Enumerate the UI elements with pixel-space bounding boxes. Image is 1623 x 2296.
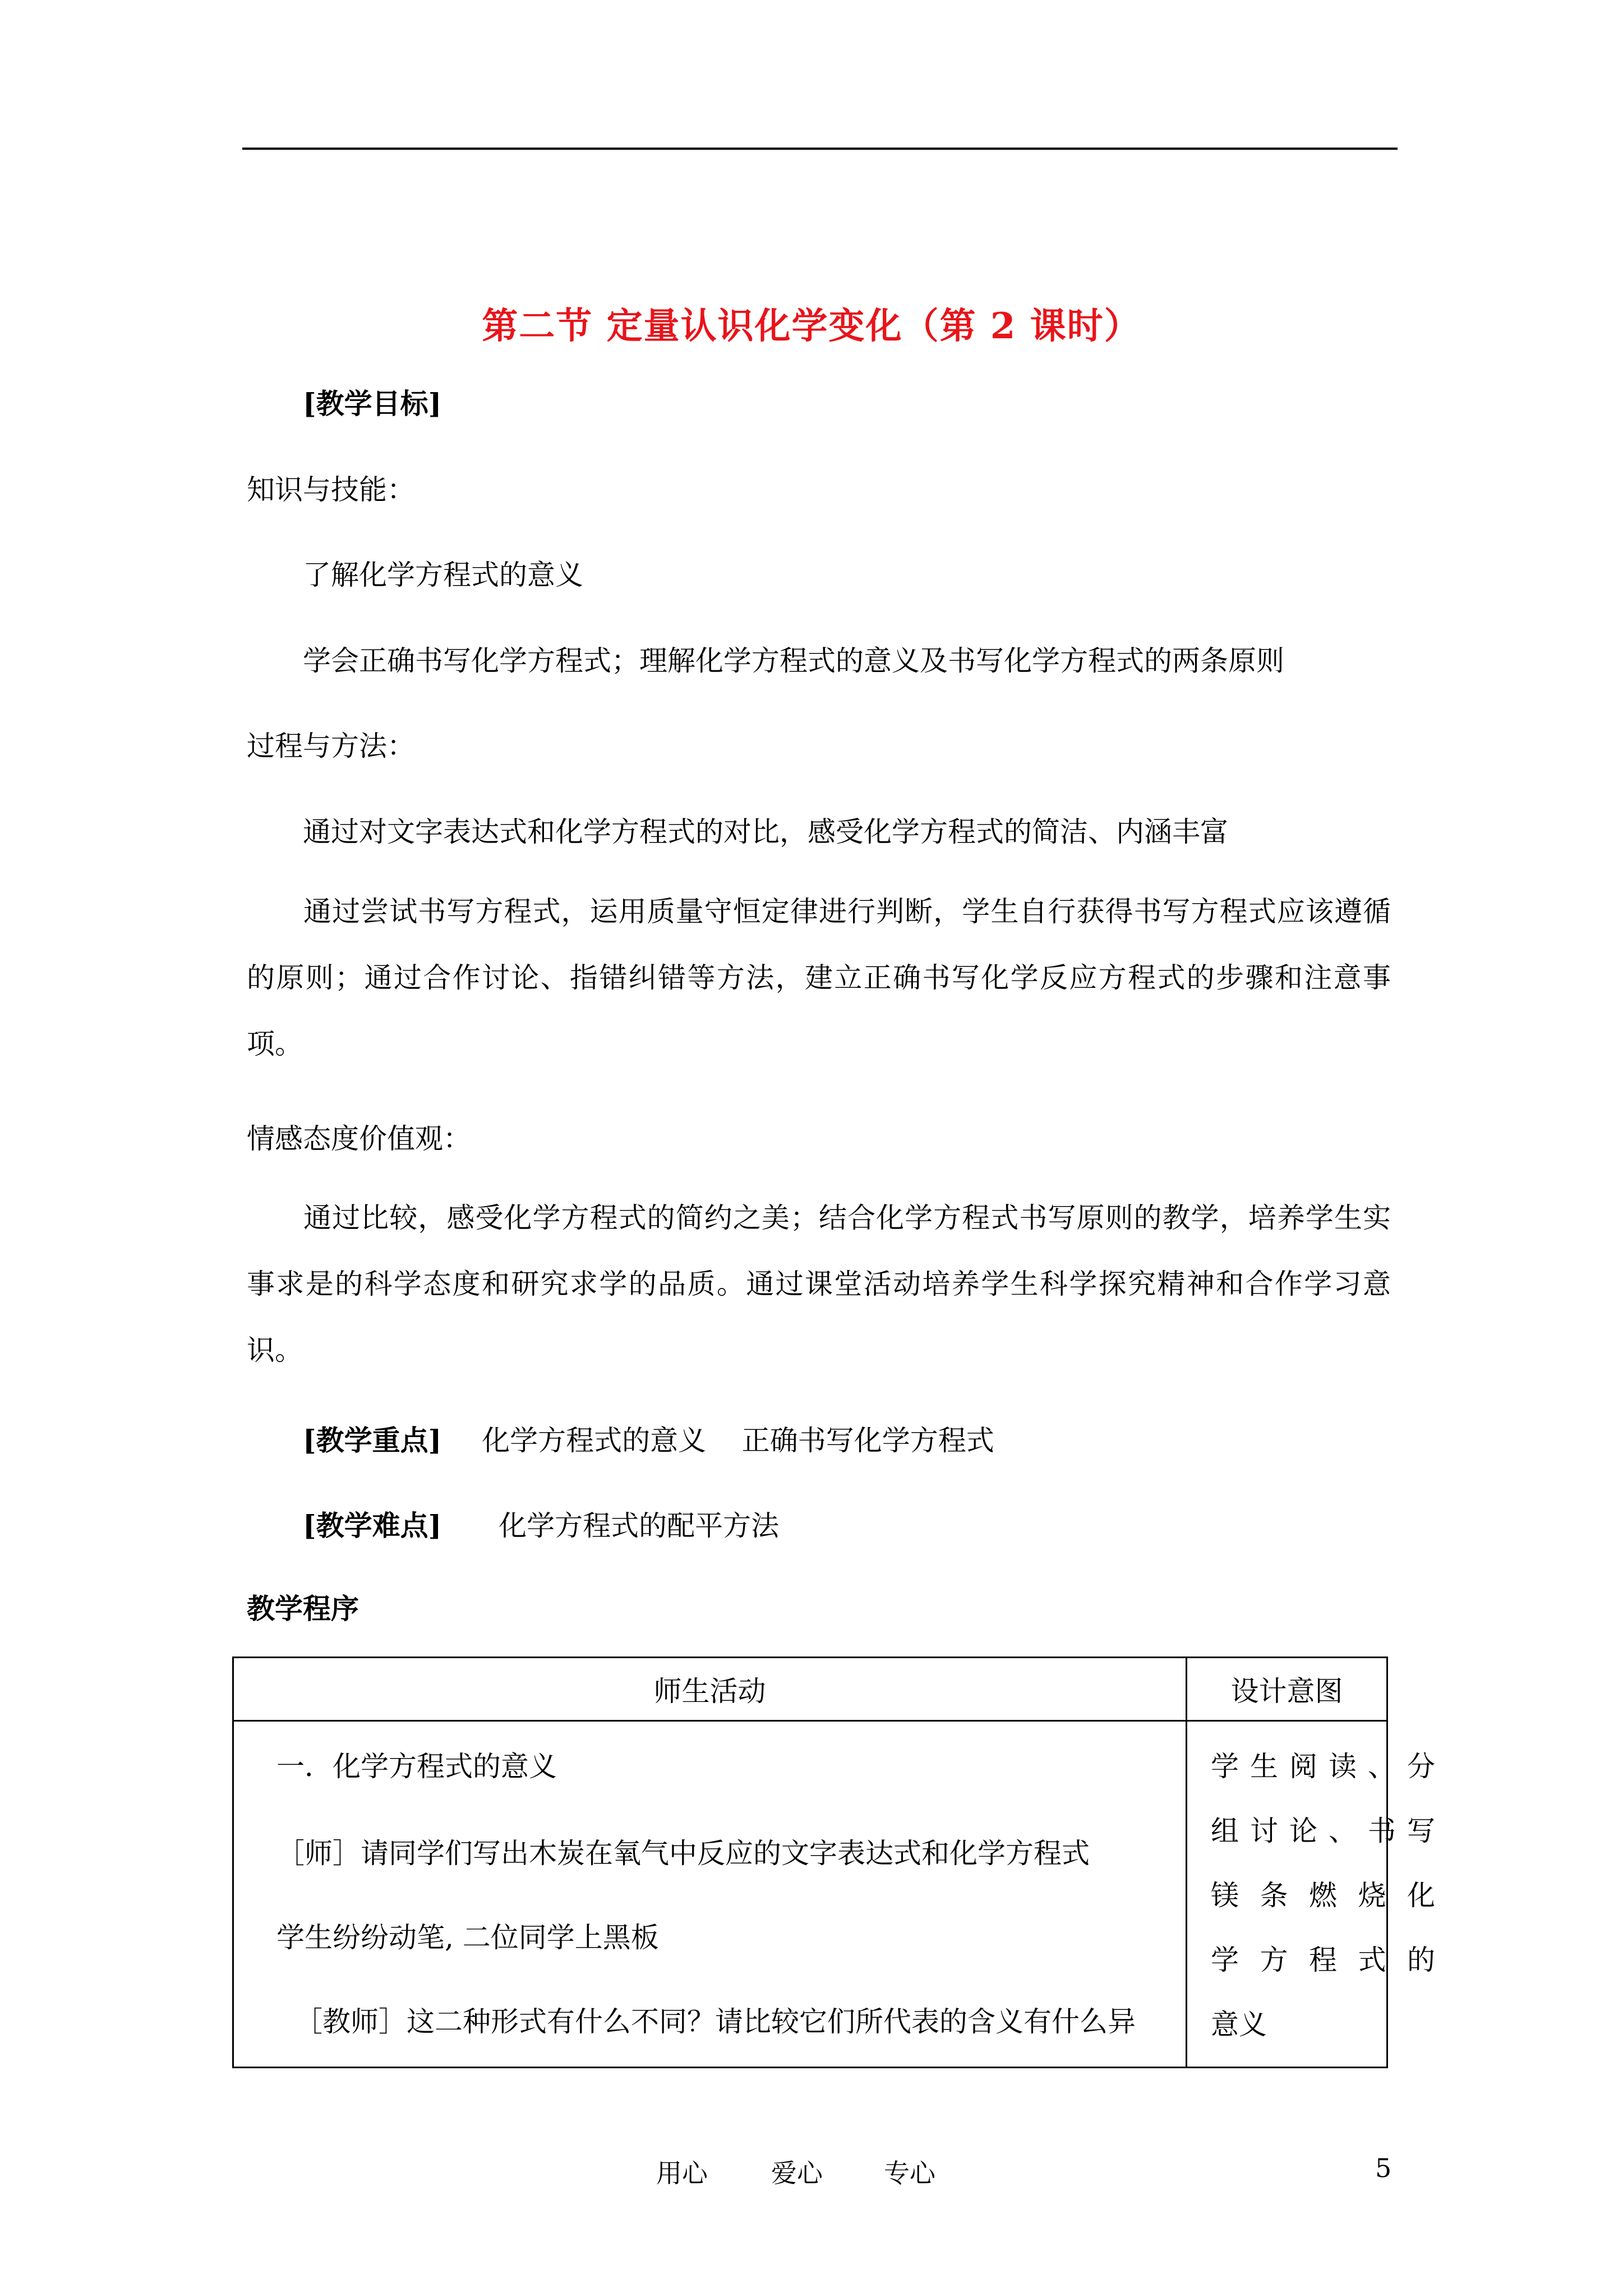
emotion-text: 通过比较，感受化学方程式的简约之美；结合化学方程式书写原则的教学，培养学生实事求是的科学态度和研究求学的品质。通过课堂活动培养学生科学探究精神和合作学习意识。 <box>247 1202 1391 1366</box>
process-item-1: 通过对文字表达式和化学方程式的对比，感受化学方程式的简洁、内涵丰富 <box>303 816 1228 848</box>
table-row <box>233 1721 1387 2068</box>
intent-line: 镁条燃烧化 <box>1211 1879 1435 1912</box>
activity-line: ［师］请同学们写出木炭在氧气中反应的文字表达式和化学方程式 <box>276 1837 1090 1870</box>
emotion-heading: 情感态度价值观： <box>247 1122 471 1155</box>
process-heading: 过程与方法： <box>247 730 415 762</box>
footer-item: 爱心 <box>771 2158 823 2188</box>
footer-item: 用心 <box>656 2158 708 2188</box>
activity-line: 学生纷纷动笔, 二位同学上黑板 <box>276 1921 659 1954</box>
header-activity: 师生活动 <box>233 1658 1187 1721</box>
key-points-label: [教学重点] <box>303 1424 442 1457</box>
activity-cell <box>233 1721 1187 2068</box>
objectives-heading: [教学目标] <box>303 387 442 420</box>
header-rule <box>242 148 1398 150</box>
intent-line: 学生阅读、分 <box>1211 1750 1435 1783</box>
intent-line: 意义 <box>1211 2008 1267 2041</box>
procedure-heading: 教学程序 <box>247 1592 359 1625</box>
key-points-text: 化学方程式的意义 正确书写化学方程式 <box>482 1424 994 1457</box>
activity-line: 一．化学方程式的意义 <box>276 1750 557 1783</box>
knowledge-item-1: 了解化学方程式的意义 <box>303 559 583 591</box>
page-number: 5 <box>1375 2153 1392 2183</box>
knowledge-item-2: 学会正确书写化学方程式；理解化学方程式的意义及书写化学方程式的两条原则 <box>303 645 1284 677</box>
intent-cell <box>1187 1721 1435 2068</box>
difficulties-label: [教学难点] <box>303 1509 442 1542</box>
page-title: 第二节 定量认识化学变化（第 2 课时） <box>482 305 1141 347</box>
difficulties-text: 化学方程式的配平方法 <box>499 1510 780 1542</box>
process-item-2: 通过尝试书写方程式，运用质量守恒定律进行判断，学生自行获得书写方程式应该遵循的原则；通过合作讨论、指错纠错等方法，建立正确书写化学反应方程式的步骤和注意事项。 <box>247 895 1391 1060</box>
procedure-table <box>232 1657 1435 2068</box>
intent-line: 学方程式的 <box>1211 1944 1435 1976</box>
activity-line: ［教师］这二种形式有什么不同？请比较它们所代表的含义有什么异 <box>294 2005 1136 2038</box>
header-intent: 设计意图 <box>1187 1658 1387 1721</box>
intent-line: 组讨论、书写 <box>1211 1815 1435 1847</box>
difficulties <box>303 1503 779 1544</box>
table-header-row <box>233 1658 1387 1721</box>
knowledge-heading: 知识与技能： <box>247 473 415 506</box>
key-points <box>303 1418 994 1458</box>
footer-item: 专心 <box>884 2158 935 2188</box>
